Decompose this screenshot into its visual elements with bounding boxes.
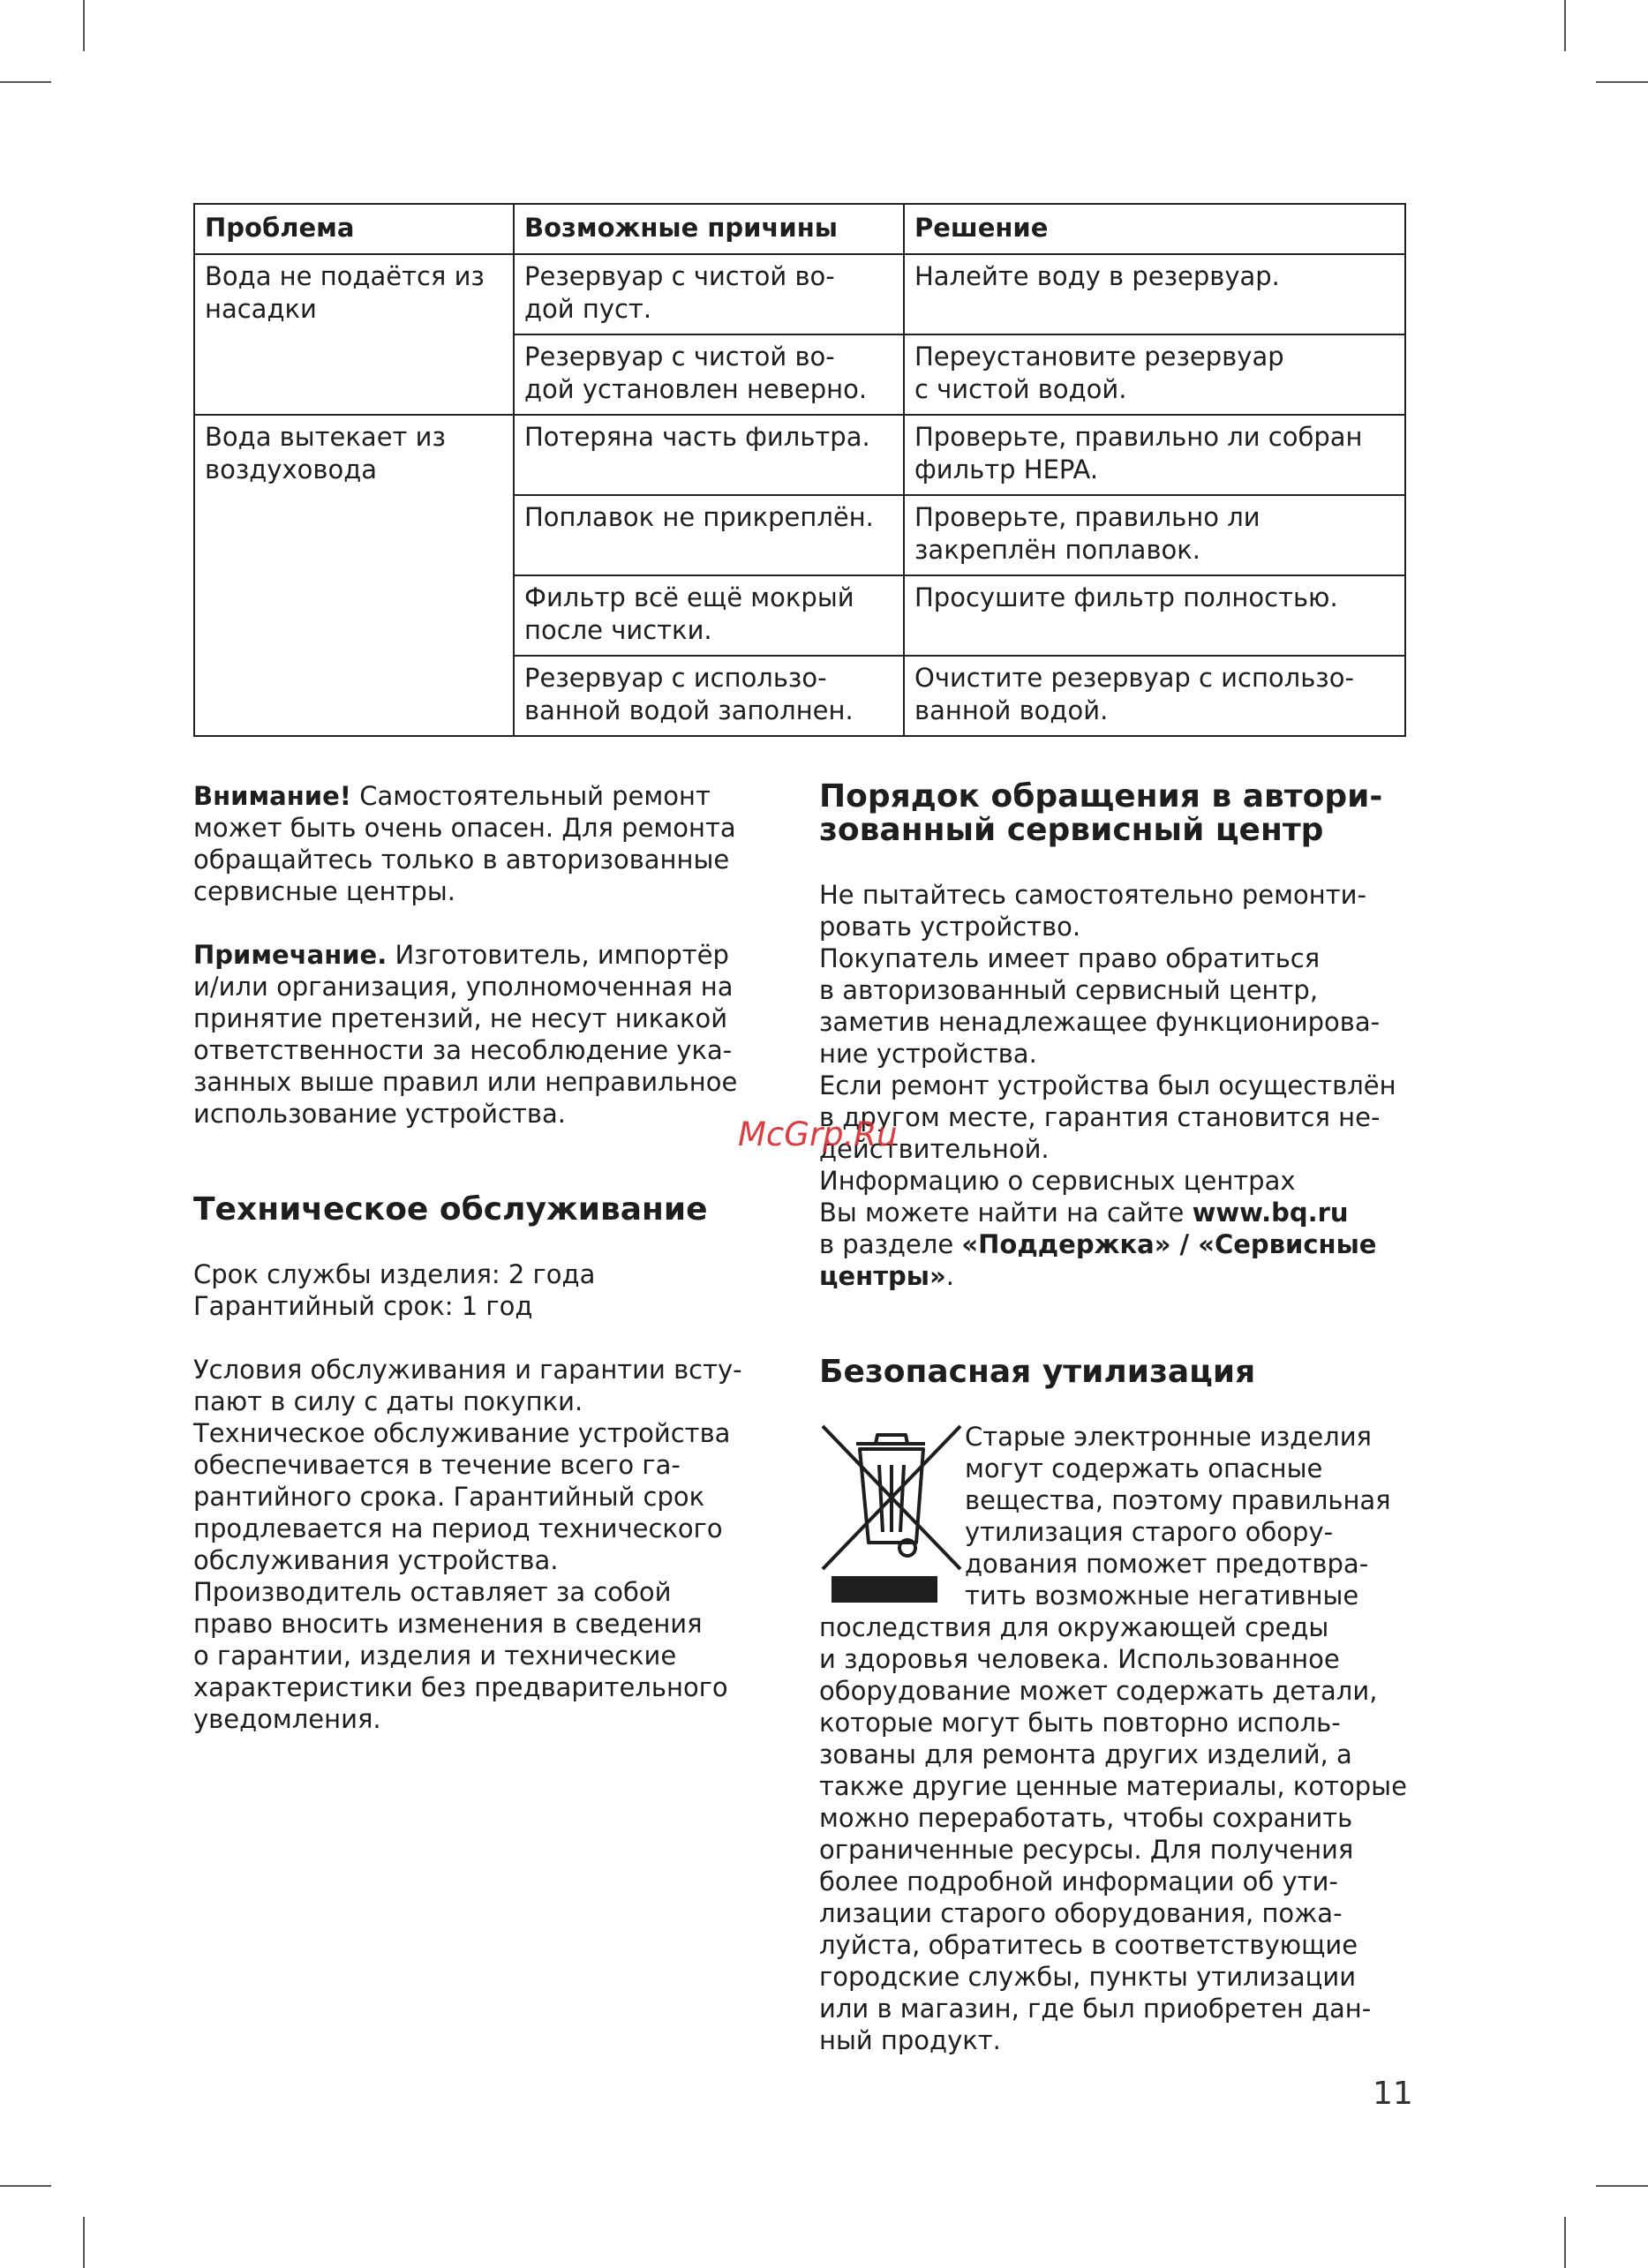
- crop-mark: [83, 0, 85, 51]
- table-header-row: [194, 204, 1405, 254]
- service-body: [819, 879, 1411, 1292]
- cause-cell: Поплавок не прикреплён.: [514, 495, 904, 575]
- crop-mark: [0, 81, 51, 83]
- solution-cell: Проверьте, правильно ли собран фильтр HEPA.: [904, 415, 1405, 495]
- crop-mark: [0, 2185, 51, 2187]
- service-section-prefix: в разделе: [819, 1229, 954, 1259]
- crop-mark: [83, 2217, 85, 2268]
- maintenance-title: Техническое обслуживание: [193, 1191, 708, 1228]
- maintenance-lifetime: Срок службы изделия: 2 года Гарантийный срок: 1 год: [193, 1259, 596, 1321]
- cause-cell: Резервуар с использо- ванной водой заполнен.: [514, 656, 904, 736]
- right-column: [819, 780, 1411, 2056]
- cause-cell: Потеряна часть фильтра.: [514, 415, 904, 495]
- solution-cell: Проверьте, правильно ли закреплён поплавок.: [904, 495, 1405, 575]
- cause-cell: Резервуар с чистой во- дой установлен неверно.: [514, 334, 904, 415]
- header-causes: Возможные причины: [514, 204, 904, 254]
- service-section-name: «Поддержка» / «Сервисные центры»: [819, 1229, 1377, 1291]
- note-label: Примечание.: [193, 940, 388, 970]
- note-text: Изготовитель, импортёр и/или организация, уполномоченная на принятие претензий, не несут никакой ответственности за несоблюдение ука- занных выше правил или неправильное использование устройства.: [193, 940, 738, 1129]
- left-column: [193, 780, 794, 1767]
- solution-cell: Переустановите резервуар с чистой водой.: [904, 334, 1405, 415]
- table-row: [194, 254, 1405, 334]
- cause-cell: Фильтр всё ещё мокрый после чистки.: [514, 575, 904, 656]
- note-paragraph: [193, 939, 794, 1130]
- solution-cell: Просушите фильтр полностью.: [904, 575, 1405, 656]
- service-text: Не пытайтесь самостоятельно ремонти- ровать устройство. Покупатель имеет право обратиться в авторизованный сервисный центр, заметив ненадлежащее функционирова- ние устройства. Если ремонт устройства был осуществлён в другом месте, гарантия становится не- действительной. Информацию о сервисных центрах Вы можете найти на сайте: [819, 880, 1396, 1228]
- page-number: 11: [1373, 2076, 1413, 2112]
- warning-text: Самостоятельный ремонт может быть очень опасен. Для ремонта обращайтесь только в авторизованные сервисные центры.: [193, 781, 736, 906]
- disposal-title: Безопасная утилизация: [819, 1354, 1256, 1390]
- maintenance-body: Условия обслуживания и гарантии всту- пают в силу с даты покупки. Техническое обслуживание устройства обеспечивается в течение всего га- рантийного срока. Гарантийный срок продлевается на период технического обслуживания устройства. Производитель оставляет за собой право вносить изменения в сведения о гарантии, изделия и технические характеристики без предварительного уведомления.: [193, 1355, 742, 1734]
- troubleshooting-table: [193, 203, 1406, 737]
- crop-mark: [1564, 0, 1566, 51]
- problem-cell: Вода вытекает из воздуховода: [194, 415, 514, 736]
- watermark: McGrp.Ru: [738, 1115, 898, 1153]
- solution-cell: Налейте воду в резервуар.: [904, 254, 1405, 334]
- warning-label: Внимание!: [193, 781, 351, 811]
- disposal-wrapped-text: Старые электронные изделия могут содержать опасные вещества, поэтому правильная утилизация старого обору- дования поможет предотвра- тить возможные негативные: [965, 1422, 1391, 1611]
- crop-mark: [1564, 2217, 1566, 2268]
- solution-cell: Очистите резервуар с использо- ванной водой.: [904, 656, 1405, 736]
- disposal-body: последствия для окружающей среды и здоровья человека. Использованное оборудование может содержать детали, которые могут быть повторно исполь- зованы для ремонта других изделий, а также другие ценные материалы, которые можно переработать, чтобы сохранить ограниченные ресурсы. Для получения более подробной информации об ути- лизации старого оборудования, пожа- луйста, обратитесь в соответствующие городские службы, пункты утилизации или в магазин, где был приобретен дан- ный продукт.: [819, 1612, 1407, 2055]
- service-site-link[interactable]: www.bq.ru: [1192, 1198, 1349, 1228]
- cause-cell: Резервуар с чистой во- дой пуст.: [514, 254, 904, 334]
- service-end: .: [945, 1261, 954, 1291]
- crop-mark: [1596, 81, 1648, 83]
- crossed-out-wheelie-bin-icon: [819, 1419, 964, 1606]
- service-title: Порядок обращения в автори- зованный сервисный центр: [819, 778, 1383, 848]
- header-solution: Решение: [904, 204, 1405, 254]
- crop-mark: [1596, 2185, 1648, 2187]
- problem-cell: Вода не подаётся из насадки: [194, 254, 514, 415]
- header-problem: Проблема: [194, 204, 514, 254]
- table-row: [194, 415, 1405, 495]
- warning-paragraph: [193, 780, 794, 907]
